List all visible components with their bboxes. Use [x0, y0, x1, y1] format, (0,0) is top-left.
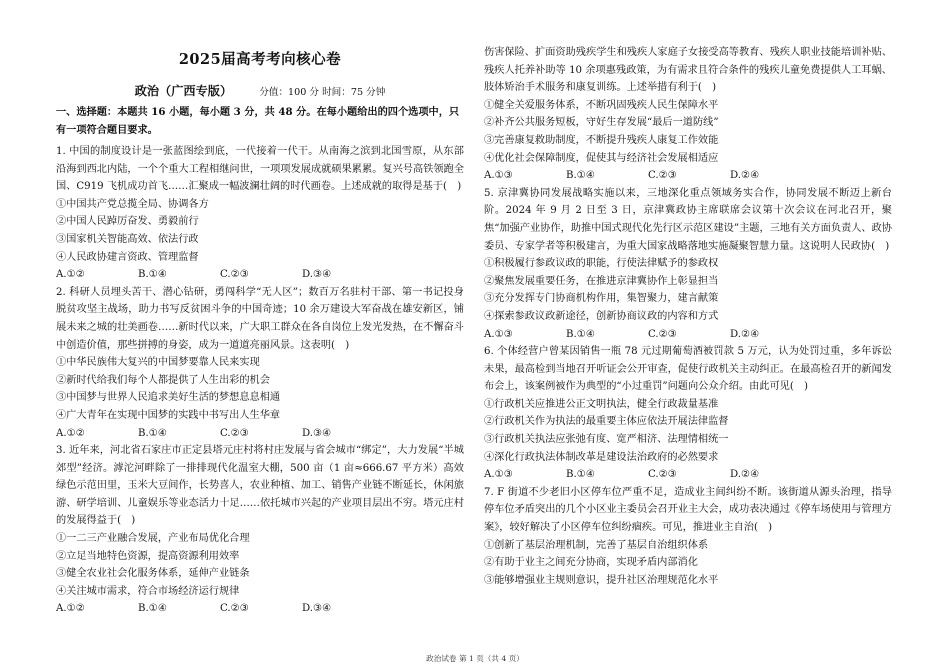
option: ④关注城市需求，符合市场经济运行规律 — [56, 585, 240, 597]
question-5 — [484, 185, 892, 343]
question-stem: 3. 近年来，河北省石家庄市正定县塔元庄村将村庄发展与省会城市“绑定”，大力发展“半城郊型”经济。滹沱河畔除了一排排现代化温室大棚，500 亩（1 亩≈666.67 平方米）高效绿色示范田里，玉米大豆间作，长势喜人，农业种植、加工、销售产业链不断延长，休闲旅游、研学培训、儿童娱乐等业态活力十足……依托城市兴起的产业项目层出不穷。塔元庄村的发展得益于( ) — [56, 445, 464, 527]
option: ①一二三产业融合发展，产业布局优化合理 — [56, 533, 250, 545]
question-4-continued — [484, 44, 892, 185]
option: ④人民政协建言资政、管理监督 — [56, 251, 199, 263]
answer-choices — [484, 326, 892, 344]
option: ①健全关爱服务体系，不断巩固残疾人民生保障水平 — [484, 99, 719, 111]
question-stem: 2. 科研人员埋头苦干、潜心钻研，勇闯科学“无人区”；数百万名驻村干部、第一书记投身脱贫攻坚主战场，助力书写反贫困斗争的中国奇迹；10 余万建设大军奋战在雄安新区，铺展未来之城的壮美画卷……新时代以来，广大职工群众在各自岗位上发光发热，在不懈奋斗中创造价值，那些拼搏的身姿，成为一道道亮丽风景。这表明( ) — [56, 286, 464, 351]
choice: A.①③ — [484, 328, 513, 340]
option: ①中国共产党总揽全局、协调各方 — [56, 198, 209, 210]
option: ④深化行政执法体制改革是建设法治政府的必然要求 — [484, 451, 719, 463]
question-3 — [56, 442, 464, 618]
option: ①创新了基层治理机制，完善了基层自治组织体系 — [484, 539, 709, 551]
answer-choices — [56, 266, 464, 284]
choice: A.①③ — [484, 170, 513, 182]
option: ③行政机关执法应张弛有度、宽严相济、法理情相统一 — [484, 434, 729, 446]
page-footer: 政治试卷 第 1 页（共 4 页） — [426, 654, 524, 663]
choice: A.①② — [56, 603, 85, 615]
choice: C.②③ — [648, 328, 677, 340]
choice: A.①② — [56, 427, 85, 439]
question-stem: 1. 中国的制度设计是一张蓝图绘到底，一代接着一代干。从南海之滨到北国雪原，从东部沿海到西北内陆，一个个重大工程相继问世，一项项发展成就硕果累累。复兴号高铁领跑全国、C919 飞机成功首飞……汇聚成一幅波澜壮阔的时代画卷。上述成就的取得是基于( ) — [56, 146, 464, 193]
option: ③中国梦与世界人民追求美好生活的梦想息息相通 — [56, 392, 281, 404]
option: ②中国人民踔厉奋发、勇毅前行 — [56, 216, 199, 228]
question-stem: 5. 京津冀协同发展战略实施以来，三地深化重点领域务实合作，协同发展不断迈上新台阶。2024 年 9 月 2 日至 3 日，京津冀政协主席联席会议第十次会议在河北召开，聚焦“加强产业协作，助推中国式现代化先行区示范区建设”主题，三地有关方面负责人、政协委员、专家学者等积极建言，为重大国家战略落地实施凝聚智慧力量。这说明人民政协( ) — [484, 187, 892, 252]
choice: B.①④ — [138, 603, 167, 615]
choice: B.①④ — [138, 269, 167, 281]
choice: C.②③ — [648, 469, 677, 481]
choice: D.③④ — [302, 427, 332, 439]
exam-title: 2025届高考考向核心卷 — [178, 51, 342, 68]
answer-choices — [484, 167, 892, 185]
option: ④优化社会保障制度，促使其与经济社会发展相适应 — [484, 152, 719, 164]
question-stem: 6. 个体经营户曾某因销售一瓶 78 元过期葡萄酒被罚款 5 万元，认为处罚过重，多年诉讼未果，最高检到当地召开听证会公开审查，促使行政机关主动纠正。在最高检召开的新闻发布会上，该案例被作为典型的“小过重罚”问题向公众介绍。由此可见( ) — [484, 346, 892, 393]
option: ③国家机关智能高效、依法行政 — [56, 233, 199, 245]
exam-meta: 分值：100 分 时间：75 分钟 — [259, 87, 386, 98]
choice: B.①④ — [566, 469, 595, 481]
option: ②聚焦发展重要任务，在推进京津冀协作上彰显担当 — [484, 275, 719, 287]
option: ②有助于业主之间充分协商，实现矛盾内部消化 — [484, 557, 698, 569]
question-7 — [484, 484, 892, 590]
option: ③充分发挥专门协商机构作用，集智聚力，建言献策 — [484, 293, 719, 305]
choice: C.②③ — [220, 269, 249, 281]
choice: A.①③ — [484, 469, 513, 481]
left-column — [56, 143, 464, 618]
question-2 — [56, 284, 464, 442]
option: ④广大青年在实现中国梦的实践中书写出人生华章 — [56, 409, 281, 421]
choice: A.①② — [56, 269, 85, 281]
question-stem: 7. F 街道不少老旧小区停车位严重不足，造成业主间纠纷不断。该街道从源头治理，指导停车位矛盾突出的几个小区业主委员会召开业主大会，成功表决通过《停车场使用与管理方案》，较好解决了小区停车位纠纷痼疾。可见，推进业主自治( ) — [484, 486, 892, 534]
answer-choices — [56, 600, 464, 618]
choice: B.①④ — [566, 170, 595, 182]
subtitle-row — [56, 80, 464, 99]
question-stem: 伤害保险、扩面资助残疾学生和残疾人家庭子女接受高等教育、残疾人职业技能培训补贴、残疾人托养补助等 10 余项惠残政策，为有需求且符合条件的残疾儿童免费提供人工耳蜗、肢体矫治手术服务和康复训练。上述举措有利于( ) — [484, 47, 892, 94]
choice: C.②③ — [648, 170, 677, 182]
section-heading: 一、选择题：本题共 16 小题，每小题 3 分，共 48 分。在每小题给出的四个选项中，只有一项符合题目要求。 — [56, 106, 460, 136]
choice: D.③④ — [302, 269, 332, 281]
option: ③能够增强业主规则意识，提升社区治理规范化水平 — [484, 574, 719, 586]
option: ①中华民族伟大复兴的中国梦要靠人民来实现 — [56, 357, 260, 369]
option: ④探索参政议政新途径，创新协商议政的内容和方式 — [484, 310, 719, 322]
exam-subtitle: 政治（广西专版） — [134, 84, 233, 98]
question-1 — [56, 143, 464, 284]
option: ②新时代给我们每个人都提供了人生出彩的机会 — [56, 374, 270, 386]
option: ②行政机关作为执法的最重要主体应依法开展法律监督 — [484, 416, 729, 428]
answer-choices — [56, 425, 464, 443]
choice: B.①④ — [566, 328, 595, 340]
answer-choices — [484, 466, 892, 484]
option: ③健全农业社会化服务体系，延伸产业链条 — [56, 568, 250, 580]
question-6 — [484, 343, 892, 484]
choice: D.②④ — [730, 469, 760, 481]
choice: D.②④ — [730, 328, 760, 340]
choice: C.②③ — [220, 427, 249, 439]
option: ③完善康复救助制度，不断提升残疾人康复工作效能 — [484, 134, 719, 146]
right-column — [484, 44, 892, 589]
choice: C.②③ — [220, 603, 249, 615]
option: ②立足当地特色资源，提高资源利用效率 — [56, 550, 240, 562]
choice: D.②④ — [730, 170, 760, 182]
choice: D.③④ — [302, 603, 332, 615]
option: ②补齐公共服务短板，守好生存发展“最后一道防线” — [484, 117, 719, 129]
choice: B.①④ — [138, 427, 167, 439]
option: ①积极履行参政议政的职能，行使法律赋予的参政权 — [484, 258, 719, 270]
option: ①行政机关应推进公正文明执法，健全行政裁量基准 — [484, 398, 719, 410]
